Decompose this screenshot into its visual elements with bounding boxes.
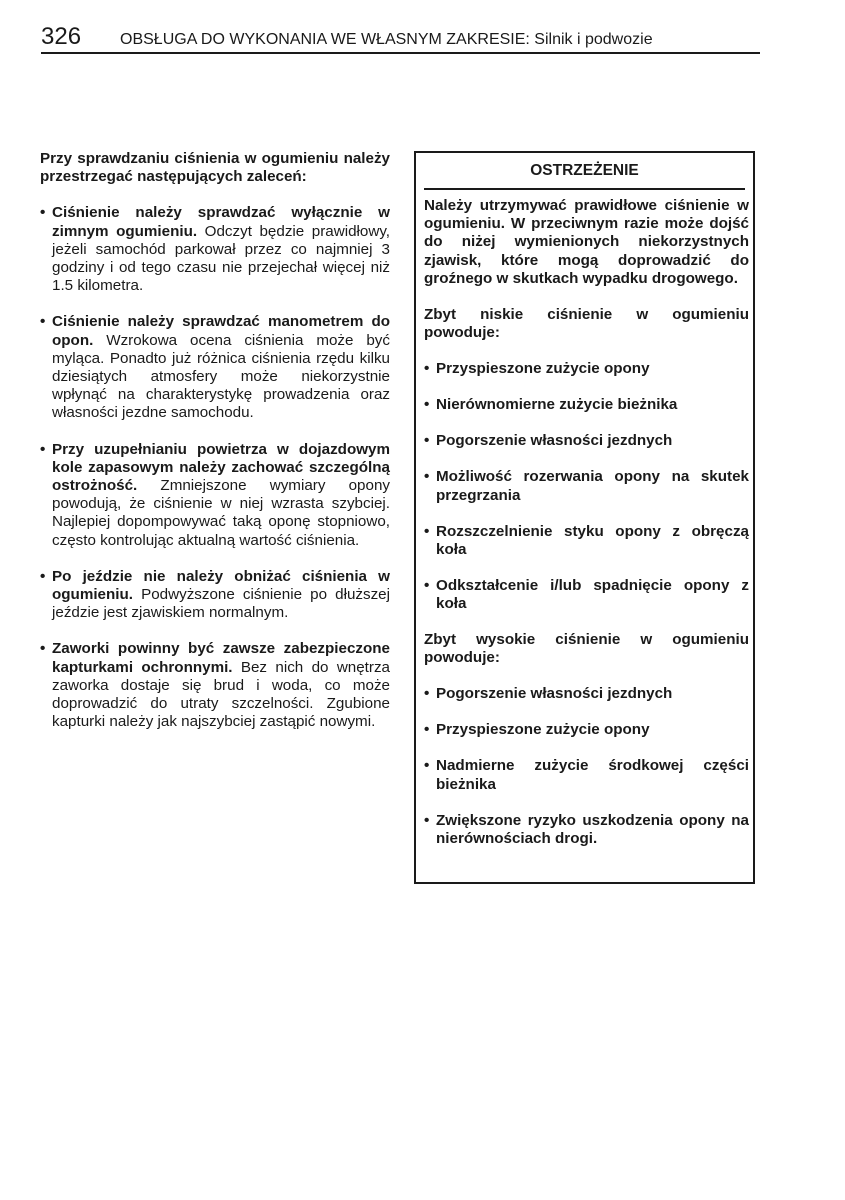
instruction-item	[40, 204, 390, 295]
low-pressure-item: • Możliwość rozerwania opony na skutek przegrzania	[424, 468, 749, 504]
page-number: 326	[41, 23, 82, 50]
low-pressure-item: • Przyspieszone zużycie opony	[424, 360, 749, 378]
high-pressure-item: • Pogorszenie własności jezdnych	[424, 685, 749, 703]
high-pressure-item: • Zwiększone ryzyko uszkodzenia opony na nierównościach drogi.	[424, 812, 749, 848]
instruction-lead: Ciśnienie należy sprawdzać manometrem do opon.	[52, 313, 390, 349]
instruction-lead: Zaworki powinny być zawsze zabezpieczone kapturkami ochronnymi.	[52, 640, 390, 676]
warning-intro: Należy utrzymywać prawidłowe ciśnienie w ogumieniu. W przeciwnym razie może dojść do niżej wymienionych niekorzystnych zjawisk, które mogą doprowadzić do groźnego w skutkach wypadku drogowego.	[424, 197, 749, 287]
instruction-item	[40, 441, 390, 550]
low-pressure-heading: Zbyt niskie ciśnienie w ogumieniu powoduje:	[424, 306, 749, 342]
instruction-lead: Przy uzupełnianiu powietrza w dojazdowym kole zapasowym należy zachować szczególną ostrożność.	[52, 440, 390, 495]
instruction-text: Bez nich do wnętrza zaworka dostaje się brud i woda, co może doprowadzić do utraty szczelności. Zgubione kapturki należy jak najszybciej zastąpić nowymi.	[52, 658, 390, 731]
high-pressure-item: • Nadmierne zużycie środkowej części bieżnika	[424, 757, 749, 793]
instruction-text: Wzrokowa ocena ciśnienia może być myląca. Ponadto już różnica ciśnienia rzędu kilku dziesiątych atmosfery może niekorzystnie wpłynąć na charakterystykę prowadzenia oraz własności jezdne samochodu.	[52, 331, 390, 422]
instruction-item	[40, 568, 390, 623]
instructions-column	[40, 150, 390, 749]
instruction-text: Odczyt będzie prawidłowy, jeżeli samochód parkował przez co najmniej 3 godziny i od tego czasu nie przejechał więcej niż 1.5 kilometra.	[52, 222, 391, 295]
instruction-item	[40, 313, 390, 422]
warning-divider	[424, 188, 745, 190]
high-pressure-item: • Przyspieszone zużycie opony	[424, 721, 749, 739]
instructions-intro: Przy sprawdzaniu ciśnienia w ogumieniu należy przestrzegać następujących zaleceń:	[40, 150, 390, 186]
warning-body	[424, 197, 749, 866]
low-pressure-item: • Odkształcenie i/lub spadnięcie opony z koła	[424, 577, 749, 613]
warning-box	[414, 151, 755, 884]
low-pressure-item: • Rozszczelnienie styku opony z obręczą koła	[424, 523, 749, 559]
page-header	[41, 24, 760, 54]
section-title: OBSŁUGA DO WYKONANIA WE WŁASNYM ZAKRESIE: Silnik i podwozie	[120, 31, 653, 48]
instruction-text: Podwyższone ciśnienie po dłuższej jeździe jest zjawiskiem normalnym.	[52, 586, 390, 622]
high-pressure-heading: Zbyt wysokie ciśnienie w ogumieniu powoduje:	[424, 631, 749, 667]
instruction-lead: Ciśnienie należy sprawdzać wyłącznie w zimnym ogumieniu.	[52, 204, 390, 240]
instruction-item	[40, 640, 390, 731]
instruction-text: Zmniejszone wymiary opony powodują, że ciśnienie w niej wzrasta szybciej. Najlepiej dopompowywać taką oponę stopniowo, często kontrolując aktualną wartość ciśnienia.	[52, 477, 390, 549]
low-pressure-item: • Nierównomierne zużycie bieżnika	[424, 396, 749, 414]
low-pressure-item: • Pogorszenie własności jezdnych	[424, 432, 749, 450]
warning-title: OSTRZEŻENIE	[530, 162, 639, 179]
instruction-lead: Po jeździe nie należy obniżać ciśnienia w ogumieniu.	[52, 567, 390, 604]
